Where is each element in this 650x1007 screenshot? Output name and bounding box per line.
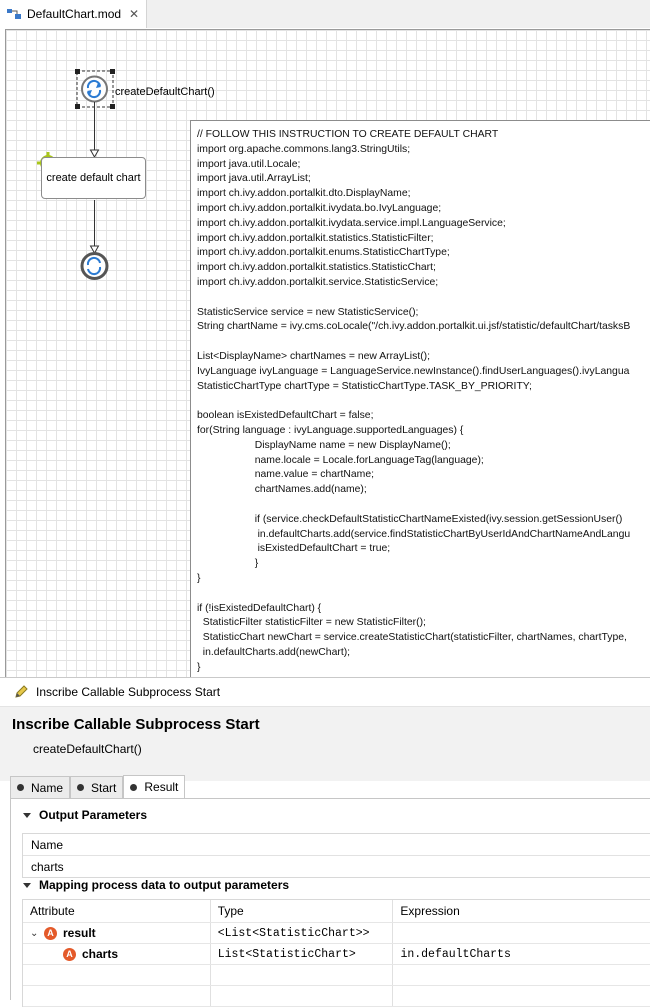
selection-handle[interactable] xyxy=(75,104,80,109)
code-line xyxy=(197,498,650,513)
bullet-icon xyxy=(130,784,137,791)
inscription-view-tab[interactable] xyxy=(0,678,650,707)
table-row[interactable]: charts xyxy=(31,859,64,874)
table-row[interactable] xyxy=(23,923,650,944)
code-line: in.defaultCharts.add(service.findStatisticChartByUserIdAndChartNameAndLangu xyxy=(197,528,631,540)
inscription-tabs xyxy=(10,775,185,798)
column-header-name[interactable]: Name xyxy=(23,834,650,856)
empty-cell xyxy=(23,965,211,985)
mapping-section[interactable] xyxy=(23,876,289,894)
empty-cell xyxy=(393,986,650,1006)
code-line xyxy=(197,587,650,602)
collapse-icon[interactable] xyxy=(23,813,31,818)
pen-icon xyxy=(14,685,28,699)
table-row[interactable] xyxy=(23,944,650,965)
process-canvas[interactable] xyxy=(5,29,650,677)
empty-cell xyxy=(393,965,650,985)
empty-cell xyxy=(211,986,394,1006)
code-line: import java.util.Locale; xyxy=(197,158,301,170)
expression-cell[interactable] xyxy=(393,923,650,943)
code-line: import ch.ivy.addon.portalkit.ivydata.bo.IvyLanguage; xyxy=(197,202,442,214)
arrow-head xyxy=(91,246,99,253)
code-line: List<DisplayName> chartNames = new ArrayList(); xyxy=(197,350,431,362)
code-line: StatisticService service = new StatisticService(); xyxy=(197,306,419,318)
code-line: import ch.ivy.addon.portalkit.enums.StatisticChartType; xyxy=(197,247,450,259)
code-line: isExistedDefaultChart = true; xyxy=(197,543,391,555)
code-line: for(String language : ivyLanguage.supportedLanguages) { xyxy=(197,424,464,436)
tab-name[interactable] xyxy=(10,776,70,798)
code-line: import ch.ivy.addon.portalkit.dto.DisplayName; xyxy=(197,188,411,200)
code-line: // FOLLOW THIS INSTRUCTION TO CREATE DEFAULT CHART xyxy=(197,129,499,140)
code-line: } xyxy=(197,661,201,673)
editor-tab-bar xyxy=(0,0,650,28)
output-parameters-section[interactable] xyxy=(23,806,147,824)
type-cell: List<StatisticChart> xyxy=(211,944,394,964)
code-line: import ch.ivy.addon.portalkit.ivydata.service.impl.LanguageService; xyxy=(197,217,506,229)
element-name: createDefaultChart() xyxy=(33,742,142,756)
code-line: in.defaultCharts.add(newChart); xyxy=(197,646,351,658)
code-line: if (!isExistedDefaultChart) { xyxy=(197,602,322,614)
script-task-box[interactable] xyxy=(41,157,146,199)
expand-chevron-icon[interactable]: ⌄ xyxy=(30,927,39,939)
code-line: import java.util.ArrayList; xyxy=(197,173,311,185)
column-header-expression[interactable]: Expression xyxy=(400,904,460,918)
type-cell: <List<StatisticChart>> xyxy=(211,923,394,943)
table-header-row xyxy=(23,900,650,923)
code-line: import ch.ivy.addon.portalkit.statistics.StatisticFilter; xyxy=(197,232,434,244)
code-line: StatisticChartType chartType = StatisticChartType.TASK_BY_PRIORITY; xyxy=(197,380,532,392)
code-line: DisplayName name = new DisplayName(); xyxy=(197,439,451,451)
editor-tab-label: DefaultChart.mod xyxy=(27,7,122,21)
tab-label: Result xyxy=(144,780,179,794)
selection-handle[interactable] xyxy=(75,69,80,74)
close-icon[interactable]: ✕ xyxy=(129,7,140,21)
code-line xyxy=(197,394,650,409)
code-line: String chartName = ivy.cms.coLocale("/ch.ivy.addon.portalkit.ui.jsf/statistic/defaultChart/tasksB xyxy=(197,321,631,333)
inscription-title-area xyxy=(0,707,650,781)
code-line: chartNames.add(name); xyxy=(197,484,367,496)
start-event-label: createDefaultChart() xyxy=(115,86,215,98)
code-line: name.locale = Locale.forLanguageTag(language); xyxy=(197,454,484,466)
section-label: Output Parameters xyxy=(39,808,148,822)
code-line: boolean isExistedDefaultChart = false; xyxy=(197,410,374,422)
empty-cell xyxy=(23,986,211,1006)
code-line: name.value = chartName; xyxy=(197,469,375,481)
attribute-name: charts xyxy=(82,947,119,961)
page-title: Inscribe Callable Subprocess Start xyxy=(12,716,260,733)
end-event-icon[interactable] xyxy=(82,254,107,279)
attribute-name: result xyxy=(63,926,96,940)
start-event-icon[interactable] xyxy=(82,77,107,102)
editor-tab-defaultchart[interactable] xyxy=(0,0,147,28)
column-header-type[interactable]: Type xyxy=(211,900,394,922)
code-line: import org.apache.commons.lang3.StringUtils; xyxy=(197,143,411,155)
code-line xyxy=(197,335,650,350)
collapse-icon[interactable] xyxy=(23,883,31,888)
empty-cell xyxy=(211,965,394,985)
arrow-head xyxy=(91,150,99,157)
code-line xyxy=(197,291,650,306)
inscription-panel xyxy=(0,677,650,999)
code-lines xyxy=(197,128,650,675)
code-line: if (service.checkDefaultStatisticChartNameExisted(ivy.session.getSessionUser() xyxy=(197,513,623,525)
selection-handle[interactable] xyxy=(110,104,115,109)
bullet-icon xyxy=(77,784,84,791)
result-tab-content xyxy=(10,798,650,1000)
tab-label: Start xyxy=(91,780,117,795)
selection-handle[interactable] xyxy=(110,69,115,74)
code-line: import ch.ivy.addon.portalkit.service.StatisticService; xyxy=(197,276,439,288)
attribute-cell xyxy=(23,944,211,964)
bullet-icon xyxy=(17,784,24,791)
expression-cell[interactable]: in.defaultCharts xyxy=(400,947,511,961)
code-line: IvyLanguage ivyLanguage = LanguageService.newInstance().findUserLanguages().ivyLangua xyxy=(197,365,630,377)
attribute-icon: A xyxy=(44,927,57,940)
script-task-label: create default chart xyxy=(46,172,141,184)
column-header-attribute[interactable]: Attribute xyxy=(23,900,211,922)
tab-result[interactable] xyxy=(123,775,185,798)
section-label: Mapping process data to output parameters xyxy=(39,878,290,892)
table-row-empty xyxy=(23,986,650,1007)
tab-start[interactable] xyxy=(70,776,123,798)
tab-label: Name xyxy=(31,780,64,795)
table-row-empty xyxy=(23,965,650,986)
code-line: StatisticChart newChart = service.createStatisticChart(statisticFilter, chartNames, chartType, xyxy=(197,632,627,644)
output-parameters-table xyxy=(22,833,650,878)
code-line: StatisticFilter statisticFilter = new StatisticFilter(); xyxy=(197,617,426,629)
attribute-icon: A xyxy=(63,948,76,961)
mapping-table xyxy=(22,899,650,1007)
attribute-cell xyxy=(23,923,211,943)
code-line: } xyxy=(197,558,259,570)
inscription-view-title: Inscribe Callable Subprocess Start xyxy=(36,685,221,699)
code-annotation[interactable] xyxy=(190,120,650,680)
code-line: import ch.ivy.addon.portalkit.statistics.StatisticChart; xyxy=(197,262,436,274)
process-model-icon xyxy=(6,7,22,21)
code-line: } xyxy=(197,572,201,584)
